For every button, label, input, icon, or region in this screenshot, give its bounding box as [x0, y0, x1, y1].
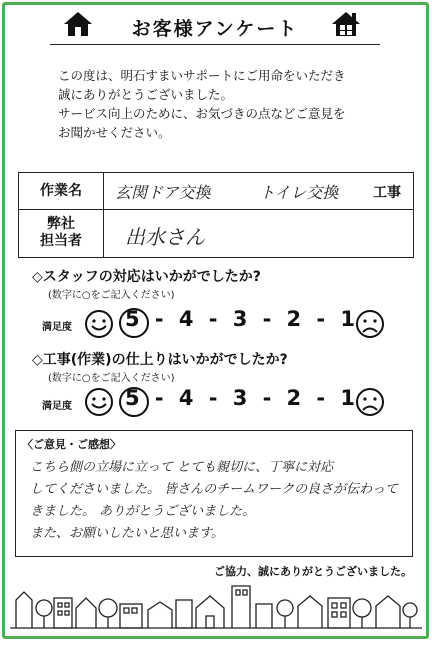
question2-scale[interactable] [125, 386, 355, 410]
comment-box[interactable] [15, 430, 413, 557]
house-icon-left [62, 10, 94, 38]
question1-title: ◇スタッフの対応はいかがでしたか? [32, 269, 261, 285]
comment-line: こちら側の立場に立って とても親切に、丁寧に対応 [30, 460, 334, 475]
work-label: 作業名 [19, 173, 104, 209]
comment-line: きました。 ありがとうございました。 [30, 504, 256, 519]
scale-1[interactable]: 1 [340, 307, 355, 331]
scale-5[interactable]: 5 [125, 307, 140, 331]
question2-scale-label: 満足度 [42, 401, 72, 412]
question1-scale-label: 満足度 [42, 322, 72, 333]
question2-note: (数字に○をご記入ください) [48, 373, 175, 384]
scale-5[interactable]: 5 [125, 386, 140, 410]
intro-line: お聞かせください。 [58, 125, 171, 140]
smile-face-icon [84, 387, 114, 417]
comment-label: 〈ご意見・ご感想〉 [22, 438, 121, 451]
comment-line: また、お願いしたいと思います。 [30, 526, 224, 541]
question2-title: ◇工事(作業)の仕上りはいかがでしたか? [32, 352, 288, 368]
scale-3[interactable]: 3 [232, 307, 248, 331]
staff-label-line1: 弊社 [47, 216, 75, 232]
staff-value[interactable]: 出水さん [125, 225, 205, 249]
scale-dash: - [208, 307, 218, 331]
staff-row [19, 209, 413, 257]
info-table [18, 172, 414, 258]
intro-line: 誠にありがとうございました。 [58, 87, 234, 102]
page-title: お客様アンケート [131, 18, 299, 40]
intro-text [58, 66, 398, 142]
intro-line: サービス向上のために、お気づきの点などご意見を [58, 106, 346, 121]
selected-circle [119, 387, 149, 417]
scale-dash: - [208, 386, 218, 410]
staff-label [19, 209, 104, 257]
scale-2[interactable]: 2 [286, 307, 302, 331]
frown-face-icon [355, 309, 385, 339]
smile-face-icon [84, 309, 114, 339]
frown-face-icon [355, 387, 385, 417]
work-value-1[interactable]: 玄関ドア交換 [115, 183, 211, 202]
scale-3[interactable]: 3 [232, 386, 248, 410]
scale-dash: - [316, 307, 326, 331]
intro-line: この度は、明石すまいサポートにご用命をいただき [58, 68, 346, 83]
scale-dash: - [154, 307, 164, 331]
town-skyline-illustration [10, 578, 422, 634]
staff-label-line2: 担当者 [40, 233, 82, 249]
scale-2[interactable]: 2 [286, 386, 302, 410]
scale-4[interactable]: 4 [178, 386, 194, 410]
work-value-2[interactable]: トイレ交換 [259, 183, 339, 202]
selected-circle [119, 308, 149, 338]
thanks-footer: ご協力、誠にありがとうございました。 [214, 565, 412, 578]
scale-dash: - [262, 307, 272, 331]
question1-scale[interactable] [125, 307, 355, 331]
comment-text[interactable] [30, 457, 398, 545]
scale-dash: - [262, 386, 272, 410]
comment-line: してくださいました。 皆さんのチームワークの良さが伝わって [30, 482, 399, 497]
work-row [19, 173, 413, 210]
question1-note: (数字に○をご記入ください) [48, 290, 175, 301]
title-underline [50, 44, 380, 45]
scale-dash: - [316, 386, 326, 410]
scale-1[interactable]: 1 [340, 386, 355, 410]
scale-dash: - [154, 386, 164, 410]
house-icon-right [330, 10, 362, 38]
scale-4[interactable]: 4 [178, 307, 194, 331]
work-suffix: 工事 [373, 185, 401, 201]
